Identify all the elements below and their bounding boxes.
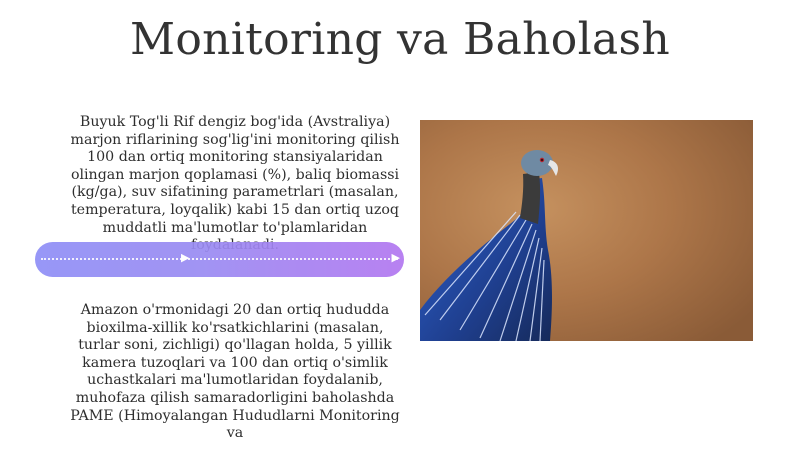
- playback-progress-bar[interactable]: [35, 242, 404, 277]
- slide-title: Monitoring va Baholash: [129, 14, 670, 65]
- progress-track: [41, 258, 398, 260]
- paragraph-reef-monitoring: Buyuk Tog'li Rif dengiz bog'ida (Avstraliya) marjon riflarining sog'lig'ini monitoring qilish 100 dan ortiq monitoring stansiyalaridan olingan marjon qoplamasi (%), baliq biomassi (kg/ga), suv sifatining parametrlari (masalan, temperatura, loyqalik) kabi 15 dan ortiq uzoq muddatli ma'lumotlar to'plamlaridan: [70, 114, 400, 236]
- paragraph-amazon-monitoring: Amazon o'rmonidagi 20 dan ortiq hududda bioxilma-xillik ko'rsatkichlarini (masalan, turlar soni, zichligi) qo'llagan holda, 5 yillik kamera tuzoqlari va 100 dan ortiq o'simlik uchastkalari ma'lumotlaridan foydalanib, muhofaza qilish samaradorligini baholashda PAME (Himoyalangan Hududlarni Monitoring va: [70, 302, 400, 442]
- progress-end-icon: ▶: [391, 251, 400, 264]
- guineafowl-illustration: [420, 120, 753, 341]
- guineafowl-photo: [420, 120, 753, 341]
- progress-marker-icon: ▶: [181, 251, 190, 264]
